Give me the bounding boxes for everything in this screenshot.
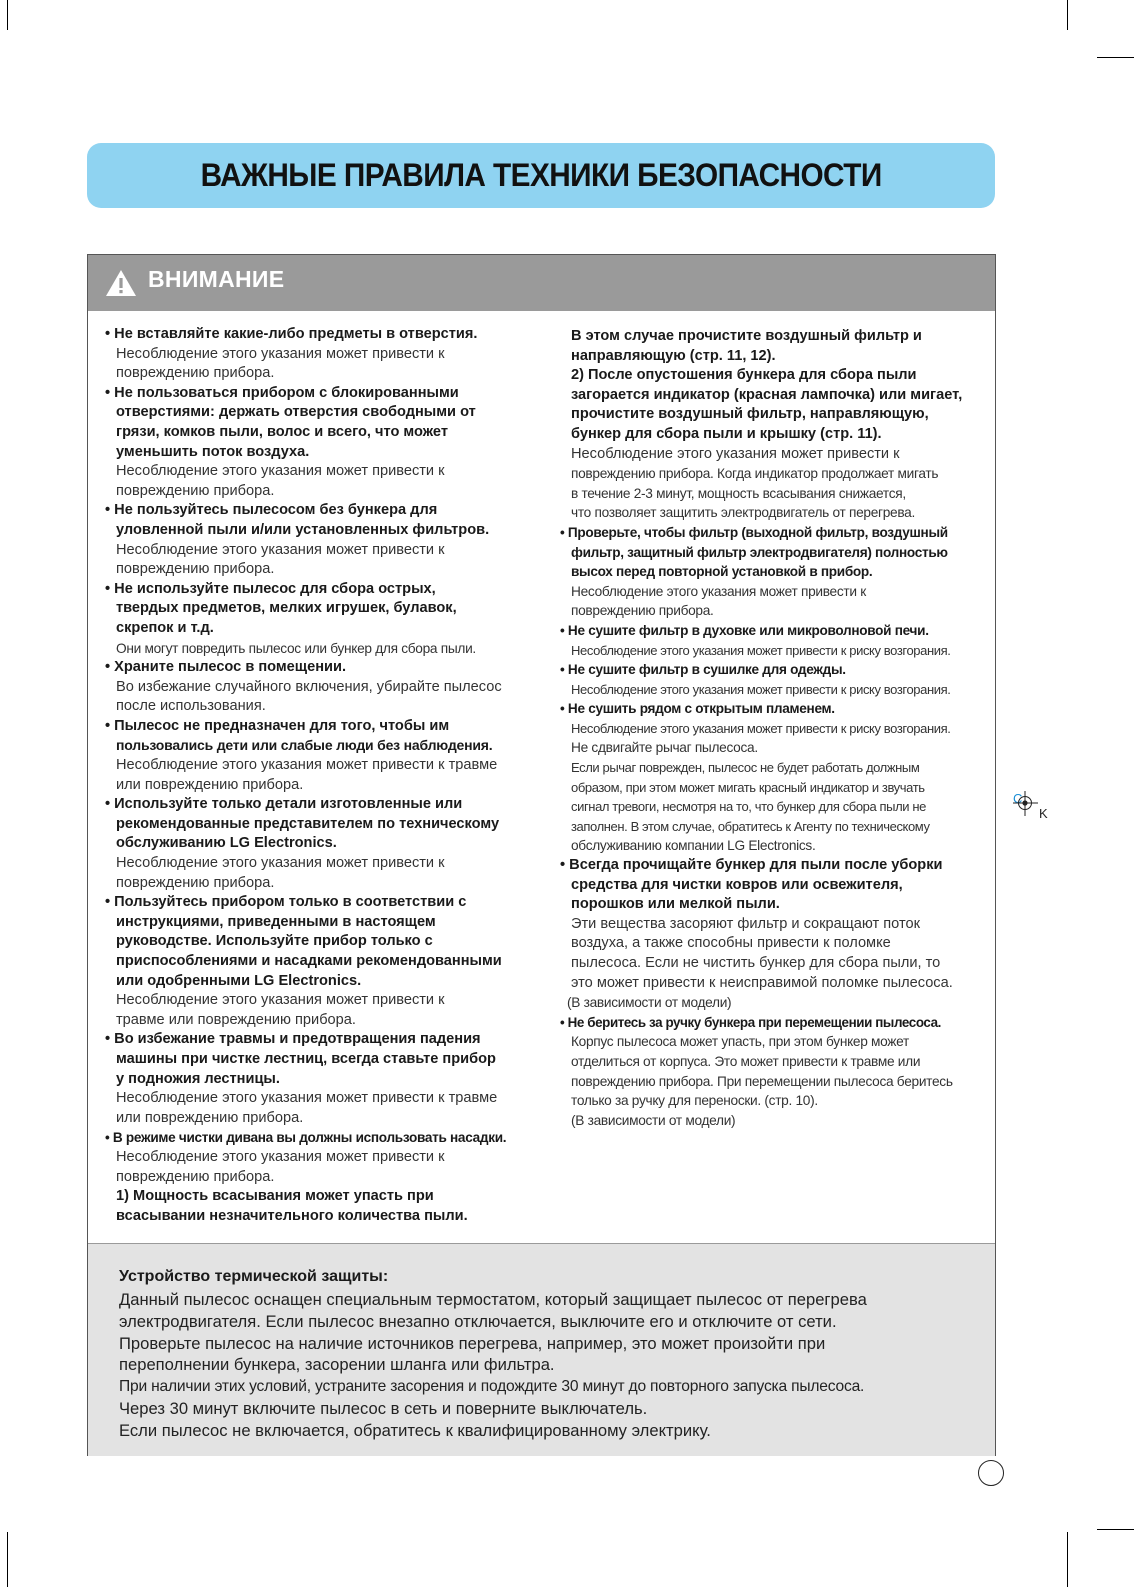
rule-heading: обслуживанию LG Electronics.: [116, 835, 337, 852]
rule-note: Несоблюдение этого указания может привести к: [116, 463, 445, 480]
rule-heading: твердых предметов, мелких игрушек, булавок,: [116, 600, 457, 617]
thermal-line: электродвигателя. Если пылесос внезапно отключается, выключите его и отключите от сети.: [119, 1311, 837, 1331]
rule-note: Несоблюдение этого указания может привести к: [116, 992, 445, 1009]
rule-heading: у подножия лестницы.: [116, 1070, 280, 1087]
rule-heading: машины при чистке лестниц, всегда ставьте прибор: [116, 1050, 496, 1067]
rule-note: Корпус пылесоса может упасть, при этом бункер может: [571, 1034, 909, 1050]
rule-heading: уменьшить поток воздуха.: [116, 443, 310, 460]
rule-note: Несоблюдение этого указания может привести к риску возгорания.: [571, 642, 951, 658]
rule-note: повреждению прибора.: [116, 1168, 275, 1185]
crop-mark-bottom-right: [1067, 1532, 1068, 1587]
rule-note: заполнен. В этом случае, обратитесь к Агенту по техническому: [571, 818, 930, 834]
thermal-title: Устройство термической защиты:: [119, 1268, 389, 1285]
rule-note: повреждению прибора.: [116, 874, 275, 891]
rule-heading: отверстиями: держать отверстия свободными от: [116, 404, 476, 421]
rule-heading: • Всегда прочищайте бункер для пыли после уборки: [560, 857, 943, 874]
rule-note: Несоблюдение этого указания может привести к риску возгорания.: [571, 720, 951, 736]
rule-note: это может привести к неисправимой поломке пылесоса.: [571, 974, 953, 991]
thermal-protection-box: [88, 1243, 995, 1456]
rule-heading: рекомендованные представителем по техническому: [116, 815, 500, 832]
rule-heading: • Храните пылесос в помещении.: [105, 659, 347, 676]
rule-heading: уловленной пыли и/или установленных фильтров.: [116, 521, 490, 538]
rule-heading: бункер для сбора пыли и крышку (стр. 11).: [571, 425, 882, 442]
thermal-line: При наличии этих условий, устраните засорения и подождите 30 минут до повторного запуска пылесоса.: [119, 1378, 865, 1396]
rule-note: отделиться от корпуса. Это может привести к травме или: [571, 1053, 921, 1069]
rule-heading: фильтр, защитный фильтр электродвигателя) полностью: [571, 544, 948, 560]
rule-note: в течение 2-3 минут, мощность всасывания снижается,: [571, 485, 906, 501]
model-note: (В зависимости от модели): [571, 1112, 736, 1128]
rule-note: только за ручку для переноски. (стр. 10).: [571, 1093, 818, 1109]
rule-heading: высох перед повторной установкой в прибор.: [571, 564, 873, 580]
warning-title: ВНИМАНИЕ: [148, 266, 285, 292]
warning-section: [87, 254, 996, 1456]
rule-note: травме или повреждению прибора.: [116, 1011, 356, 1028]
rule-heading: 1) Мощность всасывания может упасть при: [116, 1188, 434, 1205]
thermal-line: Если пылесос не включается, обратитесь к квалифицированному электрику.: [119, 1420, 711, 1440]
rule-note: Несоблюдение этого указания может привести к: [571, 445, 900, 462]
thermal-line: Данный пылесос оснащен специальным термостатом, который защищает пылесос от перегрева: [119, 1290, 867, 1309]
crop-mark-right-bottom: [1097, 1529, 1134, 1530]
thermal-line: Проверьте пылесос на наличие источников перегрева, например, это может произойти при: [119, 1333, 826, 1353]
rule-note: Во избежание случайного включения, убирайте пылесос: [116, 678, 502, 695]
rule-heading: • Не пользоваться прибором с блокированными: [105, 384, 459, 401]
rule-heading: В этом случае прочистите воздушный фильтр и: [571, 328, 922, 344]
rule-heading: • Используйте только детали изготовленные или: [105, 796, 463, 813]
rule-note: повреждению прибора. При перемещении пылесоса беритесь: [571, 1073, 953, 1089]
rule-heading: • Не беритесь за ручку бункера при перемещении пылесоса.: [560, 1014, 941, 1030]
rule-note: повреждению прибора.: [571, 603, 714, 619]
rule-heading: • Не пользуйтесь пылесосом без бункера для: [105, 502, 438, 519]
rule-note: Несоблюдение этого указания может привести к: [116, 1148, 445, 1165]
rule-note: Они могут повредить пылесос или бункер для сбора пыли.: [116, 640, 476, 656]
rule-heading: порошков или мелкой пыли.: [571, 896, 780, 913]
rule-note: или повреждению прибора.: [116, 1109, 304, 1126]
rule-note: Несоблюдение этого указания может привести к травме: [116, 757, 498, 774]
left-column: [105, 325, 535, 1226]
rule-heading: скрепок и т.д.: [116, 619, 214, 636]
thermal-body: [119, 1289, 989, 1442]
rule-heading: • Во избежание травмы и предотвращения падения: [105, 1031, 481, 1048]
rule-heading: • В режиме чистки дивана вы должны использовать насадки.: [105, 1130, 507, 1146]
rule-heading: прочистите воздушный фильтр, направляющую,: [571, 406, 929, 423]
rule-heading: приспособлениями и насадками рекомендованными: [116, 953, 502, 969]
crop-mark-right-top: [1097, 57, 1134, 58]
rule-note: повреждению прибора.: [116, 482, 275, 499]
rule-heading: всасывании незначительного количества пыли.: [116, 1207, 468, 1224]
rule-heading: или одобренными LG Electronics.: [116, 972, 362, 989]
rule-heading: пользовались дети или слабые люди без наблюдения.: [116, 737, 493, 754]
registration-letter-k: K: [1039, 806, 1048, 821]
rule-note: или повреждению прибора.: [116, 776, 304, 793]
page-number-circle: [978, 1460, 1004, 1486]
warning-header: [88, 255, 995, 311]
rule-heading: • Не сушите фильтр в сушилке для одежды.: [560, 662, 846, 678]
crop-mark-top-left: [7, 0, 8, 30]
crop-mark-top-right: [1067, 0, 1068, 30]
thermal-line: Через 30 минут включите пылесос в сеть и поверните выключатель.: [119, 1398, 648, 1418]
rule-note: сигнал тревоги, несмотря на то, что бункер для сбора пыли не: [571, 799, 926, 815]
rule-heading: • Проверьте, чтобы фильтр (выходной фильтр, воздушный: [560, 524, 948, 540]
rule-note: воздуха, а также способны привести к поломке: [571, 935, 891, 952]
rule-note: Несоблюдение этого указания может привести к: [116, 541, 445, 558]
rule-note: пылесоса. Если не чистить бункер для сбора пыли, то: [571, 955, 941, 971]
page-title-banner: [87, 143, 995, 208]
rule-note: Эти вещества засоряют фильтр и сокращают поток: [571, 915, 920, 932]
rule-heading: • Не сушить рядом с открытым пламенем.: [560, 701, 835, 717]
rule-note: повреждению прибора. Когда индикатор продолжает мигать: [571, 466, 939, 482]
crop-mark-bottom-left: [7, 1532, 8, 1587]
rule-note: повреждению прибора.: [116, 561, 275, 578]
rule-note: образом, при этом может мигать красный индикатор и звучать: [571, 779, 925, 795]
rule-heading: • Пользуйтесь прибором только в соответствии с: [105, 894, 467, 911]
thermal-line: переполнении бункера, засорении шланга или фильтра.: [119, 1355, 555, 1375]
rule-heading: средства для чистки ковров или освежителя,: [571, 876, 903, 893]
rule-heading: загорается индикатор (красная лампочка) или мигает,: [571, 386, 963, 403]
rule-note: обслуживанию компании LG Electronics.: [571, 838, 816, 854]
rule-heading: инструкциями, приведенными в настоящем: [116, 913, 436, 930]
rule-heading: • Не вставляйте какие-либо предметы в отверстия.: [105, 326, 478, 342]
crosshair-registration-icon: [1013, 790, 1058, 830]
rule-heading: грязи, комков пыли, волос и всего, что может: [116, 423, 448, 440]
rule-note: Несоблюдение этого указания может привести к риску возгорания.: [571, 681, 951, 697]
page-title: ВАЖНЫЕ ПРАВИЛА ТЕХНИКИ БЕЗОПАСНОСТИ: [200, 157, 882, 193]
rule-heading: 2) После опустошения бункера для сбора пыли: [571, 367, 917, 384]
right-column: [560, 327, 990, 1130]
rule-note: Несоблюдение этого указания может привести к: [116, 855, 445, 872]
rule-heading: • Пылесос не предназначен для того, чтобы им: [105, 717, 450, 734]
rule-heading: • Не сушите фильтр в духовке или микроволновой печи.: [560, 622, 929, 638]
rule-heading: • Не используйте пылесос для сбора острых,: [105, 580, 436, 597]
rule-note: Несоблюдение этого указания может привести к: [116, 345, 445, 362]
rule-note: после использования.: [116, 698, 266, 715]
rule-note: Несоблюдение этого указания может привести к травме: [116, 1090, 498, 1107]
rule-heading: руководстве. Используйте прибор только с: [116, 933, 433, 950]
rule-heading: направляющую (стр. 11, 12).: [571, 347, 776, 364]
model-note: (В зависимости от модели): [567, 995, 732, 1011]
rule-note: Несоблюдение этого указания может привести к: [571, 583, 866, 599]
rule-note: Не сдвигайте рычаг пылесоса.: [571, 740, 758, 756]
rule-note: повреждению прибора.: [116, 365, 275, 382]
rule-note: Если рычаг поврежден, пылесос не будет работать должным: [571, 760, 920, 776]
rule-note: что позволяет защитить электродвигатель от перегрева.: [571, 505, 915, 521]
warning-triangle-icon: [104, 268, 138, 298]
registration-letter-c: C: [1013, 791, 1023, 806]
